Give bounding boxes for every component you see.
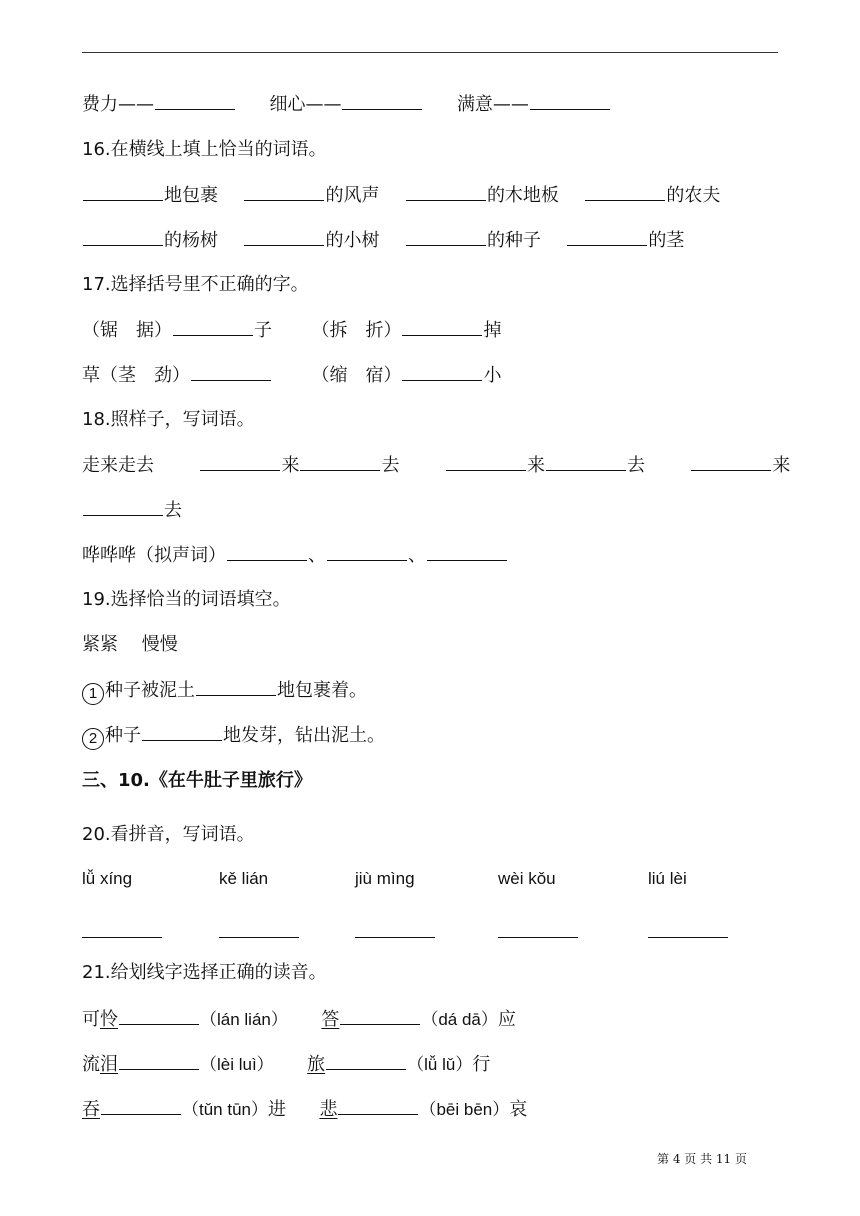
word-char: 进 [268, 1099, 286, 1120]
section-heading: 三、10.《在牛肚子里旅行》 [82, 770, 312, 791]
q17-title: 17.选择括号里不正确的字。 [82, 274, 309, 295]
q17-row-1 [82, 317, 501, 344]
q16-item: 的风声 [325, 185, 380, 206]
sentence-text: 种子 [105, 725, 141, 746]
answer-blank[interactable] [219, 937, 299, 938]
answer-blank[interactable] [191, 362, 271, 381]
header-rule [82, 52, 778, 53]
answer-blank[interactable] [326, 1051, 406, 1070]
q17-suffix: 小 [483, 365, 502, 386]
q17-row-2 [82, 362, 501, 389]
answer-blank[interactable] [648, 937, 728, 938]
answer-blank[interactable] [155, 91, 235, 110]
pinyin-label: kě lián [219, 869, 269, 888]
q19-options: 紧紧 慢慢 [82, 634, 178, 655]
q18-char: 来 [281, 455, 300, 476]
underlined-char: 悲 [319, 1099, 338, 1120]
answer-blank[interactable] [355, 937, 435, 938]
word-char: 可 [82, 1009, 100, 1030]
q18-char: 来 [772, 455, 791, 476]
underlined-char: 怜 [100, 1009, 118, 1030]
underlined-char: 吞 [82, 1099, 100, 1120]
pinyin-options: （lǚ lǔ） [407, 1055, 473, 1074]
q19-sentence-2 [82, 722, 385, 750]
circled-number: 1 [82, 683, 104, 705]
pinyin-options: （tǔn tūn） [182, 1100, 268, 1119]
q16-row-2 [82, 227, 684, 254]
q17-options: （锯 据） [82, 320, 172, 341]
q18-row-2 [82, 542, 508, 569]
q15-word-2: 细心—— [269, 94, 342, 115]
answer-blank[interactable] [585, 182, 665, 201]
underlined-char: 答 [321, 1009, 340, 1030]
q18-title: 18.照样子，写词语。 [82, 409, 255, 430]
word-char: 应 [497, 1009, 516, 1030]
sentence-text: 地包裹着。 [277, 680, 367, 701]
word-char: 行 [472, 1054, 491, 1075]
q16-item: 的种子 [486, 230, 541, 251]
answer-blank[interactable] [142, 722, 222, 741]
underlined-char: 泪 [100, 1054, 118, 1075]
answer-blank[interactable] [427, 542, 507, 561]
pinyin-options: （lèi luì） [200, 1055, 274, 1074]
q15-word-3: 满意—— [456, 94, 529, 115]
answer-blank[interactable] [498, 937, 578, 938]
q18-char: 去 [381, 455, 400, 476]
pinyin-options: （lán lián） [200, 1010, 288, 1029]
q17-suffix: 子 [254, 320, 272, 341]
word-char: 哀 [509, 1099, 528, 1120]
q16-title: 16.在横线上填上恰当的词语。 [82, 139, 327, 160]
answer-blank[interactable] [119, 1006, 199, 1025]
q16-item: 的农夫 [666, 185, 721, 206]
q21-title: 21.给划线字选择正确的读音。 [82, 962, 327, 983]
answer-blank[interactable] [101, 1096, 181, 1115]
q18-row-1 [82, 452, 790, 479]
q16-item: 的茎 [648, 230, 685, 251]
answer-blank[interactable] [196, 677, 276, 696]
q21-row-2 [82, 1051, 490, 1078]
underlined-char: 旅 [307, 1054, 326, 1075]
q21-row-3 [82, 1096, 527, 1123]
answer-blank[interactable] [546, 452, 626, 471]
q18-example: 走来走去 [82, 455, 154, 476]
answer-blank[interactable] [244, 227, 324, 246]
answer-blank[interactable] [530, 91, 610, 110]
answer-blank[interactable] [327, 542, 407, 561]
pinyin-options: （dá dā） [421, 1010, 498, 1029]
separator: 、 [308, 545, 326, 566]
q15-row [82, 91, 611, 118]
answer-blank[interactable] [300, 452, 380, 471]
q16-item: 地包裹 [164, 185, 218, 206]
q16-item: 的木地板 [486, 185, 559, 206]
separator: 、 [408, 545, 426, 566]
q16-item: 的杨树 [164, 230, 218, 251]
pinyin-label: wèi kǒu [498, 869, 556, 888]
answer-blank[interactable] [200, 452, 280, 471]
pinyin-label: lǚ xíng [82, 869, 133, 888]
answer-blank[interactable] [82, 937, 162, 938]
q19-title: 19.选择恰当的词语填空。 [82, 589, 291, 610]
answer-blank[interactable] [83, 497, 163, 516]
answer-blank[interactable] [406, 182, 486, 201]
sentence-text: 地发芽，钻出泥土。 [223, 725, 385, 746]
q18-char: 去 [164, 500, 182, 521]
q19-sentence-1 [82, 677, 367, 705]
answer-blank[interactable] [83, 182, 163, 201]
q21-row-1 [82, 1006, 516, 1033]
answer-blank[interactable] [119, 1051, 199, 1070]
word-char: 流 [82, 1054, 100, 1075]
pinyin-label: jiù mìng [355, 869, 415, 888]
answer-blank[interactable] [691, 452, 771, 471]
q16-row-1 [82, 182, 720, 209]
sentence-text: 种子被泥土 [105, 680, 195, 701]
answer-blank[interactable] [567, 227, 647, 246]
q18-char: 来 [526, 455, 545, 476]
q18-example: 哗哗哗（拟声词） [82, 545, 226, 566]
pinyin-label: liú lèi [648, 869, 687, 888]
pinyin-options: （bēi bēn） [419, 1100, 510, 1119]
q17-options: （缩 宿） [311, 365, 402, 386]
circled-number: 2 [82, 728, 104, 750]
q17-options: 草（茎 劲） [82, 365, 190, 386]
answer-blank[interactable] [402, 317, 482, 336]
page-footer: 第 4 页 共 11 页 [657, 1152, 747, 1166]
q15-word-1: 费力—— [82, 94, 154, 115]
answer-blank[interactable] [83, 227, 163, 246]
q17-options: （拆 折） [311, 320, 402, 341]
q16-item: 的小树 [325, 230, 380, 251]
q20-title: 20.看拼音，写词语。 [82, 824, 255, 845]
answer-blank[interactable] [244, 182, 324, 201]
answer-blank[interactable] [402, 362, 482, 381]
q17-suffix: 掉 [483, 320, 502, 341]
q18-char: 去 [626, 455, 645, 476]
answer-blank[interactable] [338, 1096, 418, 1115]
answer-blank[interactable] [227, 542, 307, 561]
answer-blank[interactable] [173, 317, 253, 336]
q18-row-1-wrap [82, 497, 182, 524]
answer-blank[interactable] [406, 227, 486, 246]
answer-blank[interactable] [342, 91, 422, 110]
answer-blank[interactable] [446, 452, 526, 471]
answer-blank[interactable] [340, 1006, 420, 1025]
